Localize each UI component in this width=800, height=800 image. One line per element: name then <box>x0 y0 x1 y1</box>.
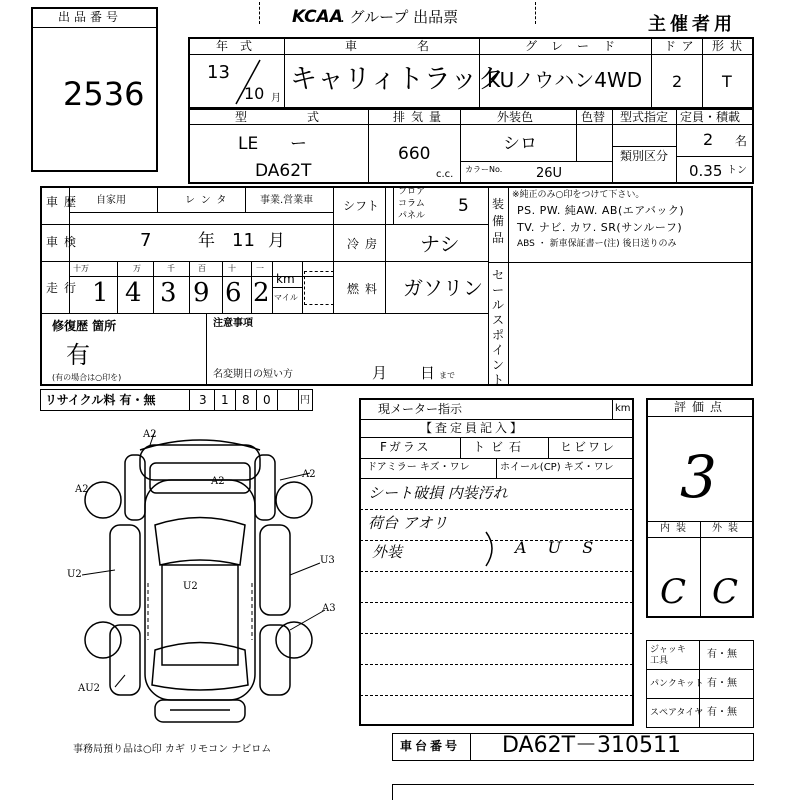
mileage-hdr-4: 十 <box>228 264 236 273</box>
chassis-number: DA62T－310511 <box>502 733 682 758</box>
inspection-year: 7 <box>140 230 152 251</box>
damage-mark-left-front: A2 <box>75 484 89 495</box>
model-name: キャリィトラック <box>290 64 505 95</box>
name-change-day: 日 <box>420 364 436 382</box>
month: 10 <box>244 84 265 103</box>
inspector-header: 【査定員記入】 <box>420 421 526 435</box>
cc-unit: c.c. <box>436 169 454 180</box>
mileage-hdr-2: 千 <box>167 264 175 273</box>
equipment-line-3[interactable]: ABS ・ 新車保証書ー(注) 後日送りのみ <box>517 239 677 249</box>
jack-tools-label: ジャッキ工具 <box>650 645 686 666</box>
grade-label: グレード <box>525 39 630 53</box>
repair-label: 修復歴 箇所 <box>52 319 117 333</box>
displacement-label: 排気量 <box>393 110 448 124</box>
equipment-line-2[interactable]: TV. ナビ. カワ. SR(サンルーフ) <box>517 221 683 234</box>
shift-opt-panel[interactable]: パネル <box>398 211 426 221</box>
exterior-label: 外装 <box>712 523 744 534</box>
handwritten-line-1: シート破損 内装汚れ <box>368 484 508 502</box>
aircon-label: 冷房 <box>347 237 384 251</box>
load-value: 0.35 <box>689 162 723 180</box>
recycle-digit-1: 1 <box>221 393 229 407</box>
mileage-digit-3: 9 <box>193 278 210 308</box>
mileage-digit-2: 3 <box>160 278 177 308</box>
repair-value: 有 <box>66 341 90 369</box>
damage-mark-left-side: U2 <box>67 569 82 580</box>
handwritten-line-2: 荷台 アオリ <box>368 514 448 532</box>
inspection-month-unit: 月 <box>268 231 285 251</box>
shape-value: T <box>722 72 732 91</box>
mileage-hdr-5: 一 <box>256 264 264 273</box>
recycle-yen: 円 <box>300 395 310 406</box>
equipment-note: ※純正のみ○印をつけて下さい。 <box>512 190 645 200</box>
shift-value: 5 <box>458 196 469 216</box>
organizer-label: 主催者用 <box>648 14 736 35</box>
chassis-label: 車台番号 <box>400 739 461 753</box>
handwritten-line-3: 外装 <box>372 543 403 561</box>
mileage-label: 走行 <box>46 281 83 295</box>
chip-label: トビ石 <box>473 440 528 454</box>
meter-label: 現メーター指示 <box>378 402 463 416</box>
recycle-digit-2: 8 <box>242 393 250 407</box>
mile-checkbox[interactable] <box>304 271 334 305</box>
shape-label: 形状 <box>712 39 749 53</box>
seats-value: 2 <box>703 130 714 149</box>
damage-mark-front: A2 <box>143 429 157 440</box>
type-label: 型式 <box>235 110 380 124</box>
repair-note: (有の場合は○印を) <box>52 373 122 382</box>
inspection-label: 車検 <box>46 235 83 249</box>
color-no-label: カラーNo. <box>465 165 503 174</box>
grade-value: KUノウハン4WD <box>487 68 643 92</box>
mileage-mile: マイル <box>274 293 298 302</box>
name-change-until: まで <box>439 371 455 380</box>
inspection-month: 11 <box>232 230 255 251</box>
mileage-digit-4: 6 <box>225 278 242 308</box>
damage-mark-right-side: U3 <box>320 555 335 566</box>
damage-mark-left-rear: AU2 <box>78 683 101 694</box>
type-prefix: LE <box>238 134 259 154</box>
recycle-digit-0: 3 <box>199 393 207 407</box>
history-opt-business[interactable]: 事業.営業車 <box>260 195 314 206</box>
history-opt-private[interactable]: 自家用 <box>96 195 126 206</box>
shift-label: シフト <box>343 199 380 213</box>
spare-tire-label: スペアタイヤ <box>650 708 704 718</box>
color-change-label: 色替 <box>581 110 606 124</box>
mileage-digit-5: 2 <box>253 278 270 308</box>
class-label: 類別区分 <box>620 149 669 163</box>
capacity-label: 定員・積載 <box>680 110 741 124</box>
damage-mark-hood: A2 <box>211 476 225 487</box>
jack-tools-value[interactable]: 有・無 <box>707 649 737 660</box>
form-title: . グループ 出品票 <box>340 8 459 26</box>
sales-point-label: セールスポイント <box>492 268 505 387</box>
handwritten-aus: A U S <box>515 538 602 557</box>
spare-tire-value[interactable]: 有・無 <box>707 707 737 718</box>
interior-label: 内装 <box>660 523 692 534</box>
crack-label: ヒビワレ <box>560 440 617 454</box>
name-change-label: 名変期日の短い方 <box>213 369 293 380</box>
meter-km: km <box>615 403 631 414</box>
type-code: DA62T <box>255 161 312 181</box>
year-era: 13 <box>207 62 230 83</box>
damage-mark-bed: U2 <box>183 581 198 592</box>
office-items-label: 事務局預り品は○印 カギ リモコン ナビロム <box>73 744 272 755</box>
vehicle-diagram <box>70 425 330 735</box>
brand-logo: KCAA <box>292 7 343 27</box>
month-suffix: 月 <box>271 93 281 104</box>
wheel-label: ホイール(CP) キズ・ワレ <box>500 462 614 473</box>
mirror-label: ドアミラー キズ・ワレ <box>367 462 470 473</box>
designation-label: 型式指定 <box>620 110 669 124</box>
puncture-kit-label: パンクキット <box>650 679 704 689</box>
damage-mark-right-rear: A3 <box>322 603 336 614</box>
interior-grade: C <box>660 572 687 612</box>
model-label: 車名 <box>345 39 490 53</box>
fuel-label: 燃料 <box>347 282 384 296</box>
name-change-month: 月 <box>372 364 388 382</box>
doors-value: 2 <box>672 72 683 91</box>
type-dash: ー <box>290 134 307 154</box>
lot-number-label: 出品番号 <box>58 10 123 24</box>
inspection-year-unit: 年 <box>198 231 215 251</box>
shift-opt-floor[interactable]: フロア <box>398 187 426 197</box>
rating-label: 評価点 <box>674 400 729 414</box>
recycle-digit-3: 0 <box>263 393 271 407</box>
equipment-line-1[interactable]: PS. PW. 純AW. AB(エアバック) <box>517 204 685 217</box>
notes-label: 注意事項 <box>213 318 253 329</box>
damage-mark-right-front: A2 <box>302 469 316 480</box>
mileage-digit-1: 4 <box>125 278 142 308</box>
recycle-label: リサイクル料 有・無 <box>45 393 156 407</box>
puncture-kit-value[interactable]: 有・無 <box>707 678 737 689</box>
lot-number: 2536 <box>63 75 145 113</box>
year-label: 年式 <box>216 39 265 53</box>
seats-unit: 名 <box>735 134 748 148</box>
fuel-value: ガソリン <box>403 276 483 300</box>
door-label: ドア <box>664 39 700 53</box>
load-unit: トン <box>727 165 747 176</box>
handwritten-bracket <box>482 530 502 570</box>
mileage-km: km <box>276 272 295 286</box>
rating-score: 3 <box>680 443 717 511</box>
history-opt-rental[interactable]: レンタ <box>185 195 233 206</box>
equipment-label: 装備品 <box>492 197 505 245</box>
color-no: 26U <box>536 166 563 181</box>
mileage-hdr-1: 万 <box>133 264 141 273</box>
shift-opt-column[interactable]: コラム <box>398 199 425 209</box>
mileage-digit-0: 1 <box>92 278 109 308</box>
aircon-value: ナシ <box>420 232 460 256</box>
color-value: シロ <box>503 134 537 154</box>
history-label: 車歴 <box>46 195 83 209</box>
mileage-hdr-0: 十万 <box>73 264 89 273</box>
mileage-hdr-3: 百 <box>198 264 206 273</box>
color-label: 外装色 <box>497 110 534 124</box>
displacement-value: 660 <box>398 144 431 164</box>
f-glass-label: Fガラス <box>380 440 431 454</box>
exterior-grade: C <box>712 572 739 612</box>
